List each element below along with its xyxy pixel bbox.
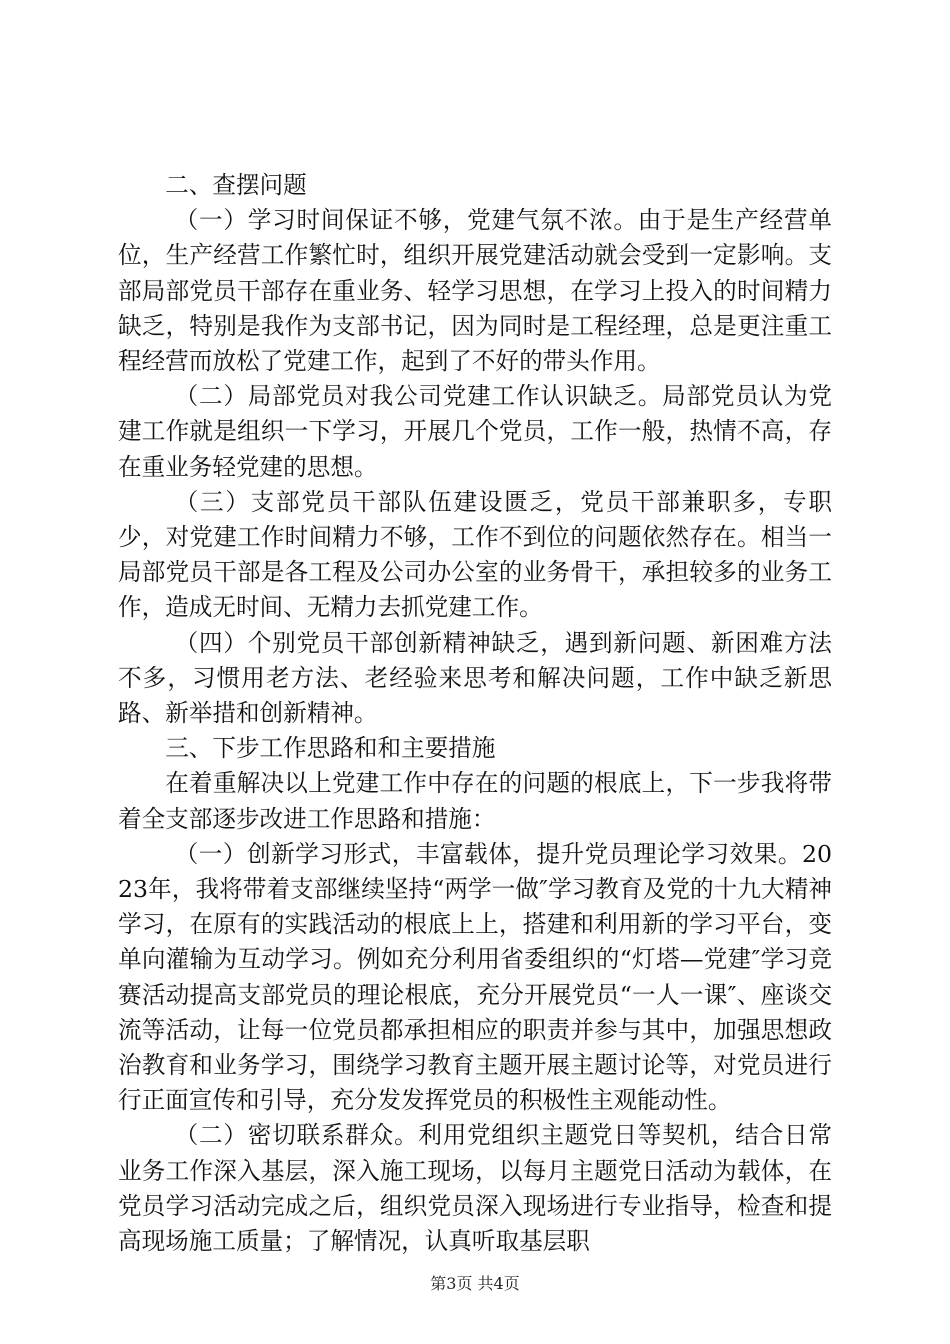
paragraph-problem-1: （一）学习时间保证不够，党建气氛不浓。由于是生产经营单位，生产经营工作繁忙时，组织开展党建活动就会受到一定影响。支部局部党员干部存在重业务、轻学习思想，在学习上投入的时间精力缺乏，特别是我作为支部书记，因为同时是工程经理，总是更注重工程经营而放松了党建工作，起到了不好的带头作用。 [118, 206, 832, 376]
document-body [118, 168, 832, 1259]
section-heading-problems: 二、查摆问题 [165, 171, 307, 199]
paragraph-problem-3: （三）支部党员干部队伍建设匮乏，党员干部兼职多，专职少，对党建工作时间精力不够，工作不到位的问题依然存在。相当一局部党员干部是各工程及公司办公室的业务骨干，承担较多的业务工作，造成无时间、无精力去抓党建工作。 [118, 487, 832, 622]
page-footer [0, 1274, 950, 1294]
section-heading-measures: 三、下步工作思路和和主要措施 [165, 734, 496, 763]
paragraph-measure-2: （二）密切联系群众。利用党组织主题党日等契机，结合日常业务工作深入基层，深入施工现场，以每月主题党日活动为载体，在党员学习活动完成之后，组织党员深入现场进行专业指导，检查和提高现场施工质量；了解情况，认真听取基层职 [118, 1121, 832, 1256]
paragraph-problem-2: （二）局部党员对我公司党建工作认识缺乏。局部党员认为党建工作就是组织一下学习，开展几个党员，工作一般，热情不高，存在重业务轻党建的思想。 [118, 382, 832, 481]
paragraph-measure-1: （一）创新学习形式，丰富载体，提升党员理论学习效果。2023年，我将带着支部继续坚持“两学一做″学习教育及党的十九大精神学习，在原有的实践活动的根底上上，搭建和利用新的学习平台，变单向灌输为互动学习。例如充分利用省委组织的“灯塔—党建″学习竞赛活动提高支部党员的理论根底，充分开展党员“一人一课″、座谈交流等活动，让每一位党员都承担相应的职责并参与其中，加强思想政治教育和业务学习，围绕学习教育主题开展主题讨论等，对党员进行行正面宣传和引导，充分发发挥党员的积极性主观能动性。 [118, 839, 832, 1115]
page-number: 第3页 共4页 [430, 1274, 520, 1293]
paragraph-problem-4: （四）个别党员干部创新精神缺乏，遇到新问题、新困难方法不多，习惯用老方法、老经验来思考和解决问题，工作中缺乏新思路、新举措和创新精神。 [118, 628, 832, 728]
paragraph-measures-intro: 在着重解决以上党建工作中存在的问题的根底上，下一步我将带着全支部逐步改进工作思路和措施： [118, 769, 832, 833]
